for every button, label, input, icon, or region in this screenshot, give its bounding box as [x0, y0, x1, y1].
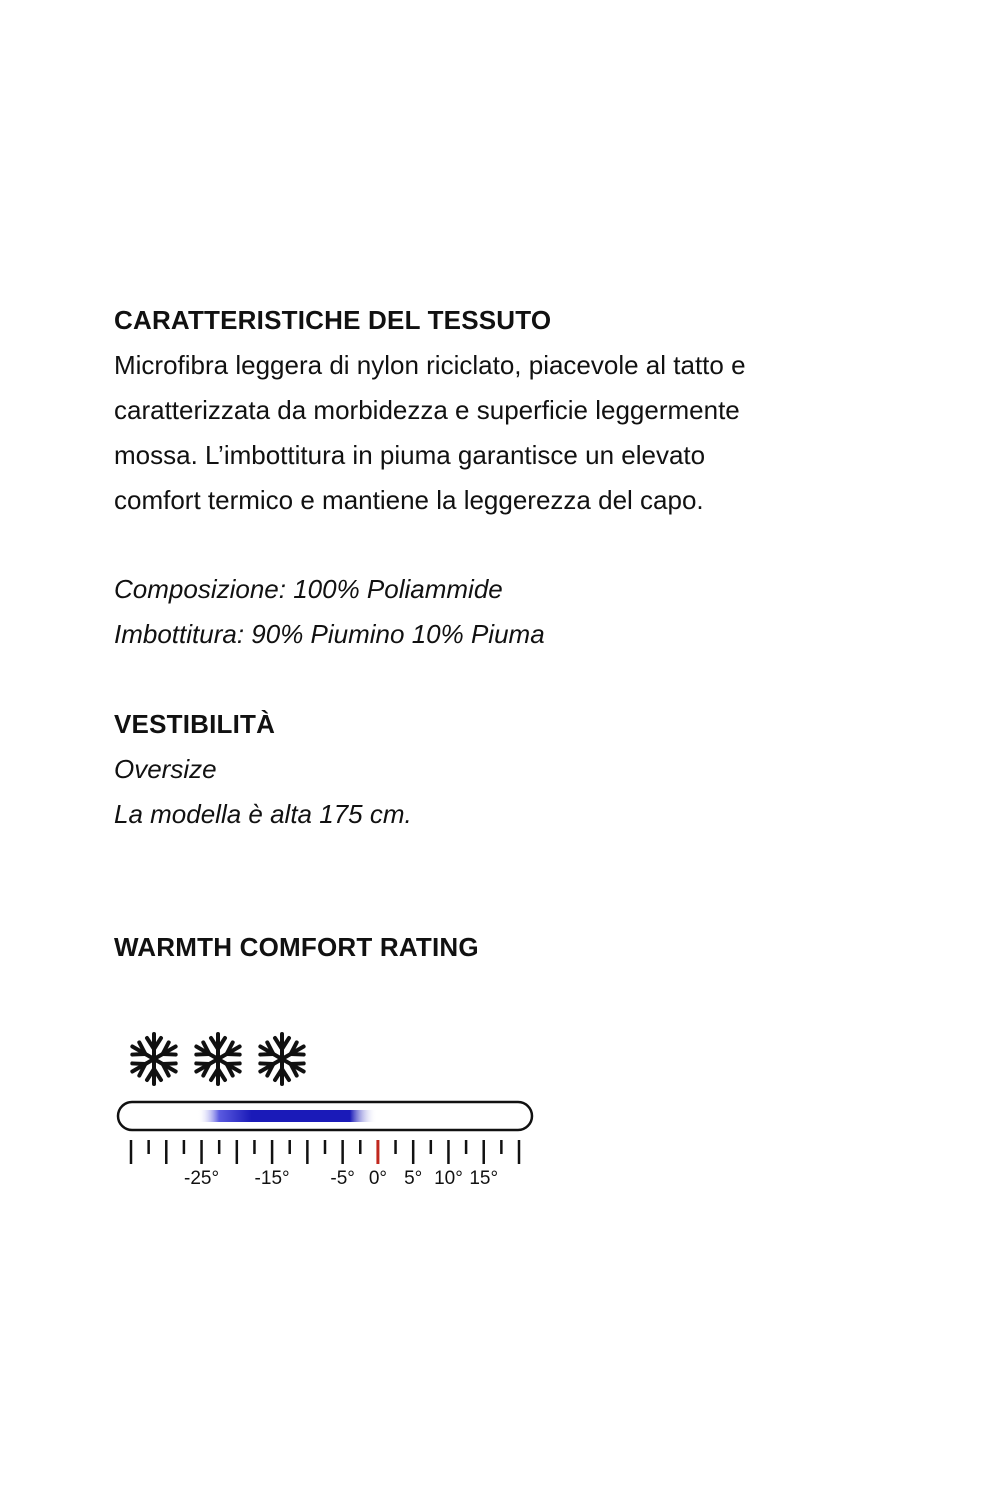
fabric-line-4: comfort termico e mantiene la leggerezza del capo.: [114, 485, 704, 515]
scale-label: -25°: [184, 1168, 220, 1189]
snowflake-icon: [256, 1030, 308, 1088]
fabric-heading: CARATTERISTICHE DEL TESSUTO: [114, 305, 552, 335]
scale-label: 0°: [368, 1168, 387, 1189]
fabric-line-2: caratterizzata da morbidezza e superficie leggermente: [114, 395, 740, 425]
fit-heading: VESTIBILITÀ: [114, 709, 276, 739]
scale-label: 5°: [404, 1168, 423, 1189]
scale-ticks: [131, 1140, 519, 1164]
warmth-heading: WARMTH COMFORT RATING: [114, 932, 479, 962]
snowflake-icon: [192, 1030, 244, 1088]
scale-label: -5°: [330, 1168, 355, 1189]
product-details: [114, 298, 894, 970]
fit-type: Oversize: [114, 754, 217, 784]
snowflake-row: [128, 1030, 308, 1088]
thermometer-scale: [114, 1096, 544, 1196]
scale-label: 10°: [434, 1168, 463, 1189]
composition-text: Composizione: 100% Poliammide: [114, 574, 503, 604]
scale-label: -15°: [254, 1168, 290, 1189]
model-height: La modella è alta 175 cm.: [114, 799, 412, 829]
fabric-line-3: mossa. L’imbottitura in piuma garantisce un elevato: [114, 440, 706, 470]
warmth-range-fill: [198, 1110, 377, 1122]
scale-labels: [184, 1168, 498, 1189]
fabric-line-1: Microfibra leggera di nylon riciclato, piacevole al tatto e: [114, 350, 746, 380]
padding-text: Imbottitura: 90% Piumino 10% Piuma: [114, 619, 545, 649]
warmth-rating-scale: [114, 1030, 544, 1200]
scale-label: 15°: [469, 1168, 499, 1189]
snowflake-icon: [128, 1030, 180, 1088]
